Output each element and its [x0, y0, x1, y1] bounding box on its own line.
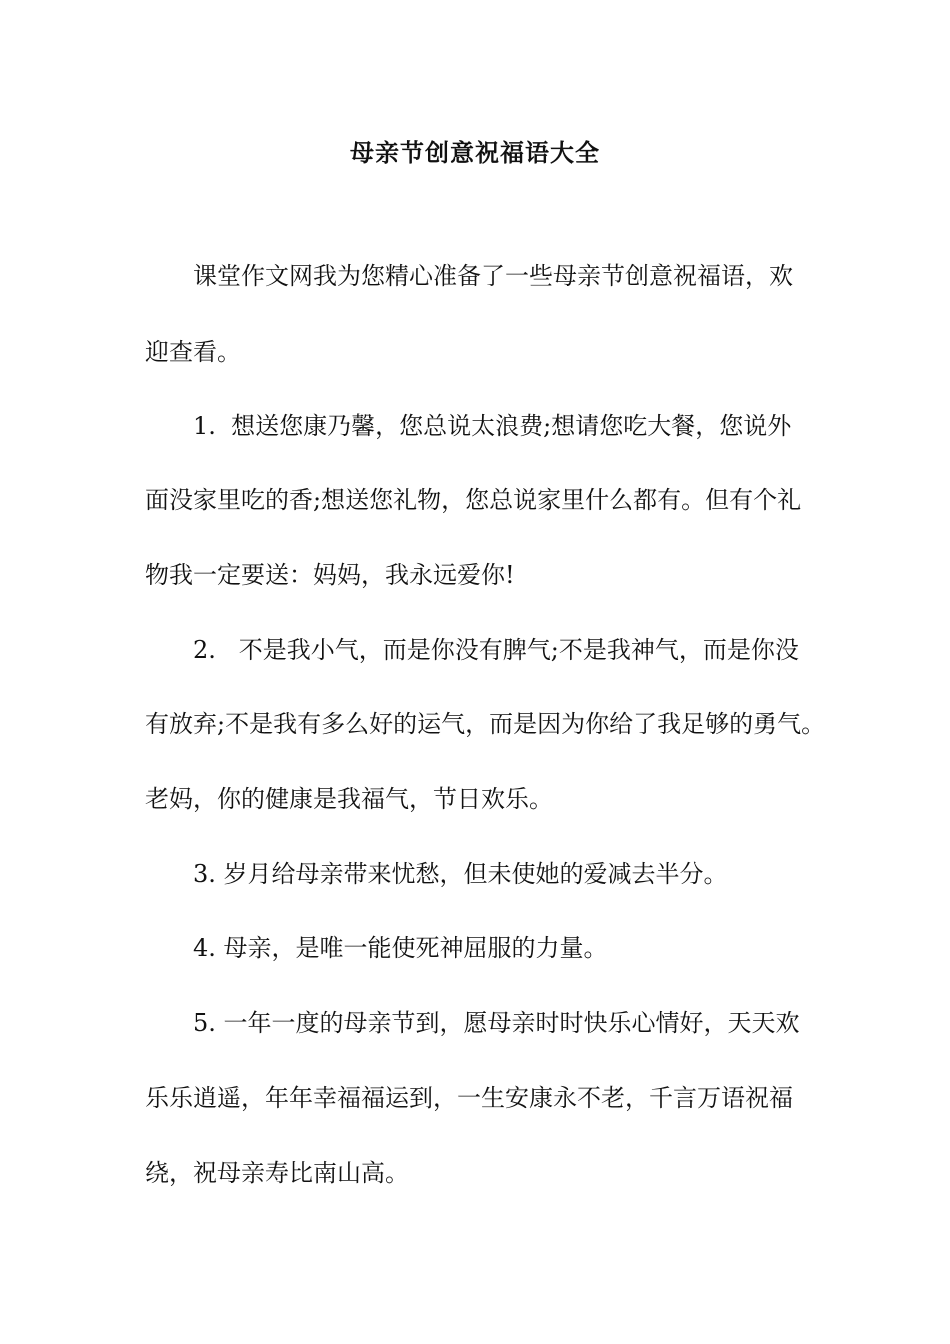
item-2-line-2: 有放弃;不是我有多么好的运气，而是因为你给了我足够的勇气。 — [145, 710, 826, 738]
intro-line-2: 迎查看。 — [145, 338, 241, 366]
item-5-line-3: 绕，祝母亲寿比南山高。 — [145, 1159, 409, 1187]
item-1-line-3: 物我一定要送：妈妈，我永远爱你! — [145, 561, 515, 589]
document-title: 母亲节创意祝福语大全 — [350, 138, 600, 167]
item-2-line-3: 老妈，你的健康是我福气，节日欢乐。 — [145, 785, 553, 813]
item-4-line-1: 4. 母亲，是唯一能使死神屈服的力量。 — [193, 934, 608, 962]
item-2-line-1: 2. 不是我小气，而是你没有脾气;不是我神气，而是你没 — [193, 636, 799, 664]
intro-line-1: 课堂作文网我为您精心准备了一些母亲节创意祝福语，欢 — [193, 262, 793, 290]
item-1-line-2: 面没家里吃的香;想送您礼物，您总说家里什么都有。但有个礼 — [145, 486, 802, 514]
item-5-line-1: 5. 一年一度的母亲节到，愿母亲时时快乐心情好，天天欢 — [193, 1009, 800, 1037]
item-1-line-1: 1. 想送您康乃馨，您总说太浪费;想请您吃大餐，您说外 — [193, 412, 792, 440]
item-5-line-2: 乐乐逍遥，年年幸福福运到，一生安康永不老，千言万语祝福 — [145, 1084, 793, 1112]
item-3-line-1: 3. 岁月给母亲带来忧愁，但未使她的爱减去半分。 — [193, 860, 728, 888]
